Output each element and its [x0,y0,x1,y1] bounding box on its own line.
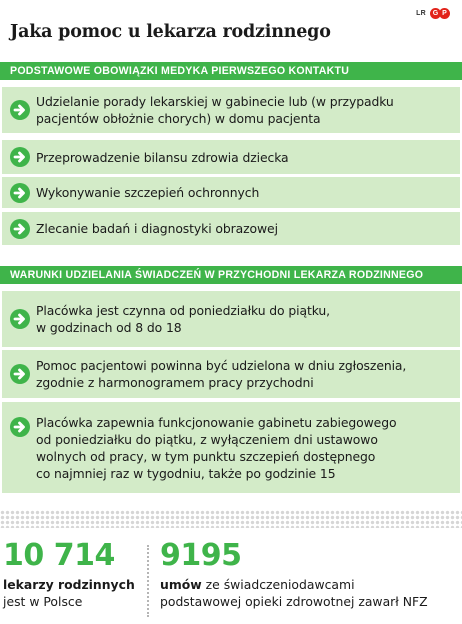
list-item [2,291,460,347]
arrow-right-circle-icon [9,99,31,121]
item-text: Pomoc pacjentowi powinna być udzielona w dniu zgłoszenia, zgodnie z harmonogramem pracy przychodni [36,358,407,390]
page-title: Jaka pomoc u lekarza rodzinnego [10,22,331,42]
item-text: Placówka zapewnia funkcjonowanie gabinetu zabiegowego od poniedziałku do piątku, z wyłączeniem dni ustawowo wolnych od pracy, w tym punktu szczepień dostępnego co najmniej raz w tygodniu, także po godzinie 15 [36,414,397,481]
credits [416,8,450,19]
stat-contracts-label: umów ze świadczeniodawcami podstawowej opieki zdrowotnej zawarł NFZ [160,577,428,609]
arrow-right-circle-icon [9,416,31,438]
item-text: Zlecanie badań i diagnostyki obrazowej [36,221,278,236]
dotted-divider [0,510,462,528]
arrow-right-circle-icon [9,146,31,168]
section-header-conditions: WARUNKI UDZIELANIA ŚWIADCZEŃ W PRZYCHODNI LEKARZA RODZINNEGO [0,266,462,284]
item-text: Wykonywanie szczepień ochronnych [36,185,260,200]
item-text: Placówka jest czynna od poniedziałku do piątku, w godzinach od 8 do 18 [36,303,331,335]
arrow-right-circle-icon [9,182,31,204]
list-item [2,350,460,398]
list-item [2,212,460,245]
stat-doctors-label: lekarzy rodzinnych jest w Polsce [3,577,135,609]
arrow-right-circle-icon [9,308,31,330]
author-credit: LR [416,10,426,17]
stat-contracts-count: 9195 [160,538,242,573]
list-item [2,177,460,208]
arrow-right-circle-icon [9,363,31,385]
section-header-duties: PODSTAWOWE OBOWIĄZKI MEDYKA PIERWSZEGO KONTAKTU [0,62,462,80]
list-item [2,87,460,133]
item-text: Przeprowadzenie bilansu zdrowia dziecka [36,149,289,165]
arrow-right-circle-icon [9,218,31,240]
item-text: Udzielanie porady lekarskiej w gabinecie lub (w przypadku pacjentów obłożnie chorych) w domu pacjenta [36,94,394,126]
publisher-logo-icon: G P [430,8,450,19]
stat-divider [147,545,149,617]
stat-doctors-count: 10 714 [3,538,115,573]
list-item [2,140,460,174]
list-item [2,402,460,493]
